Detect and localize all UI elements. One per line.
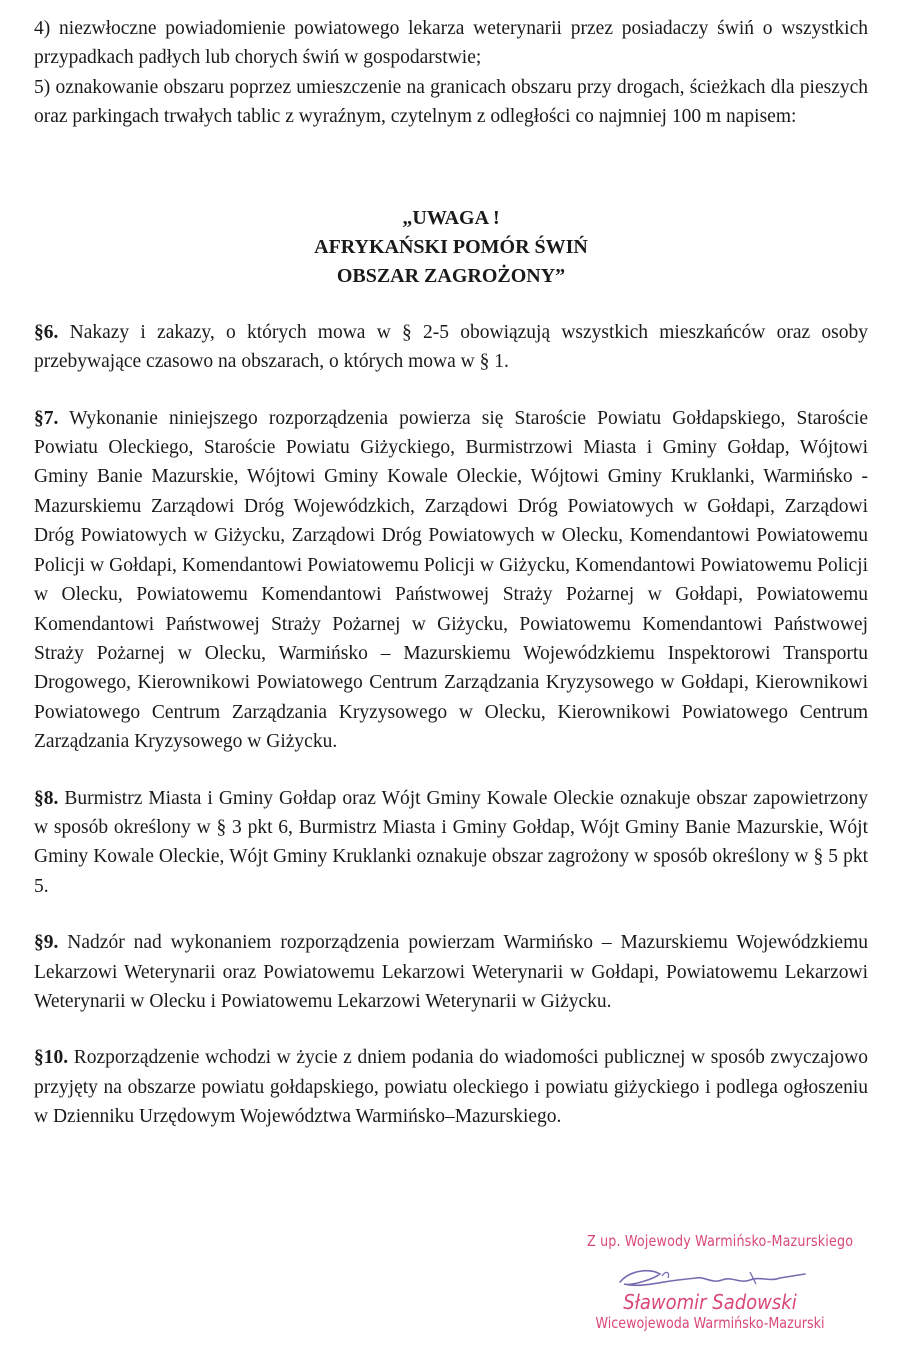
section-6 [34,318,868,377]
spacer [34,132,868,204]
section-label: §8. [34,787,59,809]
section-label: §6. [34,321,59,343]
spacer [34,901,868,928]
spacer [34,1016,868,1043]
section-label: §7. [34,407,59,429]
signatory-role: Wicewojewoda Warmińsko-Mazurski [595,1314,825,1332]
signatory-name: Sławomir Sadowski [623,1290,797,1314]
warning-notice [34,204,868,292]
spacer [34,757,868,784]
section-label: §9. [34,932,59,954]
notice-line-2: AFRYKAŃSKI POMÓR ŚWIŃ [314,236,588,259]
section-text: Nadzór nad wykonaniem rozporządzenia powierzam Warmińsko – Mazurskiemu Wojewódzkiemu Lekarzowi Weterynarii oraz Powiatowemu Lekarzowi Weterynarii w Gołdapi, Powiatowemu Lekarzowi Weterynarii w Olecku i Powiatowemu Lekarzowi Weterynarii w Giżycku. [34,932,868,1012]
signature-stamp [560,1232,860,1342]
section-text: Burmistrz Miasta i Gminy Gołdap oraz Wójt Gminy Kowale Oleckie oznakuje obszar zapowietrzony w sposób określony w § 3 pkt 6, Burmistrz Miasta i Gminy Gołdap, Wójt Gminy Banie Mazurskie, Wójt Gminy Kowale Oleckie, Wójt Gminy Kruklanki oznakuje obszar zagrożony w sposób określony w § 5 pkt 5. [34,787,868,897]
section-label: §10. [34,1047,69,1069]
section-7 [34,404,868,757]
section-8 [34,784,868,902]
list-item-4: 4) niezwłoczne powiadomienie powiatowego lekarza weterynarii przez posiadaczy świń o wszystkich przypadkach padłych lub chorych świń w gospodarstwie; [34,18,868,69]
section-text: Rozporządzenie wchodzi w życie z dniem podania do wiadomości publicznej w sposób zwyczajowo przyjęty na obszarze powiatu gołdapskiego, powiatu oleckiego i powiatu giżyckiego i podlega ogłoszeniu w Dzienniku Urzędowym Województwa Warmińsko–Mazurskiego. [34,1047,868,1128]
spacer [34,377,868,404]
list-item-5: 5) oznakowanie obszaru poprzez umieszczenie na granicach obszaru przy drogach, ścieżkach dla pieszych oraz parkingach trwałych tablic z wyraźnym, czytelnym z odległości co najmniej 100 m napisem: [34,76,868,128]
document-page [34,14,868,1132]
spacer [34,292,868,318]
section-text: Wykonanie niniejszego rozporządzenia powierza się Staroście Powiatu Gołdapskiego, Staroście Powiatu Oleckiego, Staroście Powiatu Giżyckiego, Burmistrzowi Miasta i Gminy Gołdap, Wójtowi Gminy Banie Mazurskie, Wójtowi Gminy Kowale Oleckie, Wójtowi Gminy Kruklanki, Warmińsko - Mazurskiemu Zarządowi Dróg Wojewódzkich, Zarządowi Dróg Powiatowych w Gołdapi, Zarządowi Dróg Powiatowych w Giżycku, Zarządowi Dróg Powiatowych w Olecku, Komendantowi Powiatowemu Policji w Gołdapi, Komendantowi Powiatowemu Policji w Giżycku, Komendantowi Powiatowemu Policji w Olecku, Powiatowemu Komendantowi Państwowej Straży Pożarnej w Gołdapi, Powiatowemu Komendantowi Państwowej Straży Pożarnej w Giżycku, Powiatowemu Komendantowi Państwowej Straży Pożarnej w Olecku, Warmińsko – Mazurskiemu Wojewódzkiemu Inspektorowi Transportu Drogowego, Kierownikowi Powiatowego Centrum Zarządzania Kryzysowego w Gołdapi, Kierownikowi Powiatowego Centrum Zarządzania Kryzysowego w Olecku, Kierownikowi Powiatowego Centrum Zarządzania Kryzysowego w Giżycku. [34,407,868,753]
section-10 [34,1043,868,1131]
section-text: Nakazy i zakazy, o których mowa w § 2-5 obowiązują wszystkich mieszkańców oraz osoby przebywające czasowo na obszarach, o których mowa w § 1. [34,321,868,373]
notice-line-1: „UWAGA ! [402,206,500,229]
notice-line-3: OBSZAR ZAGROŻONY” [336,265,566,288]
section-9 [34,928,868,1016]
stamp-authority-line: Z up. Wojewody Warmińsko-Mazurskiego [587,1232,854,1250]
